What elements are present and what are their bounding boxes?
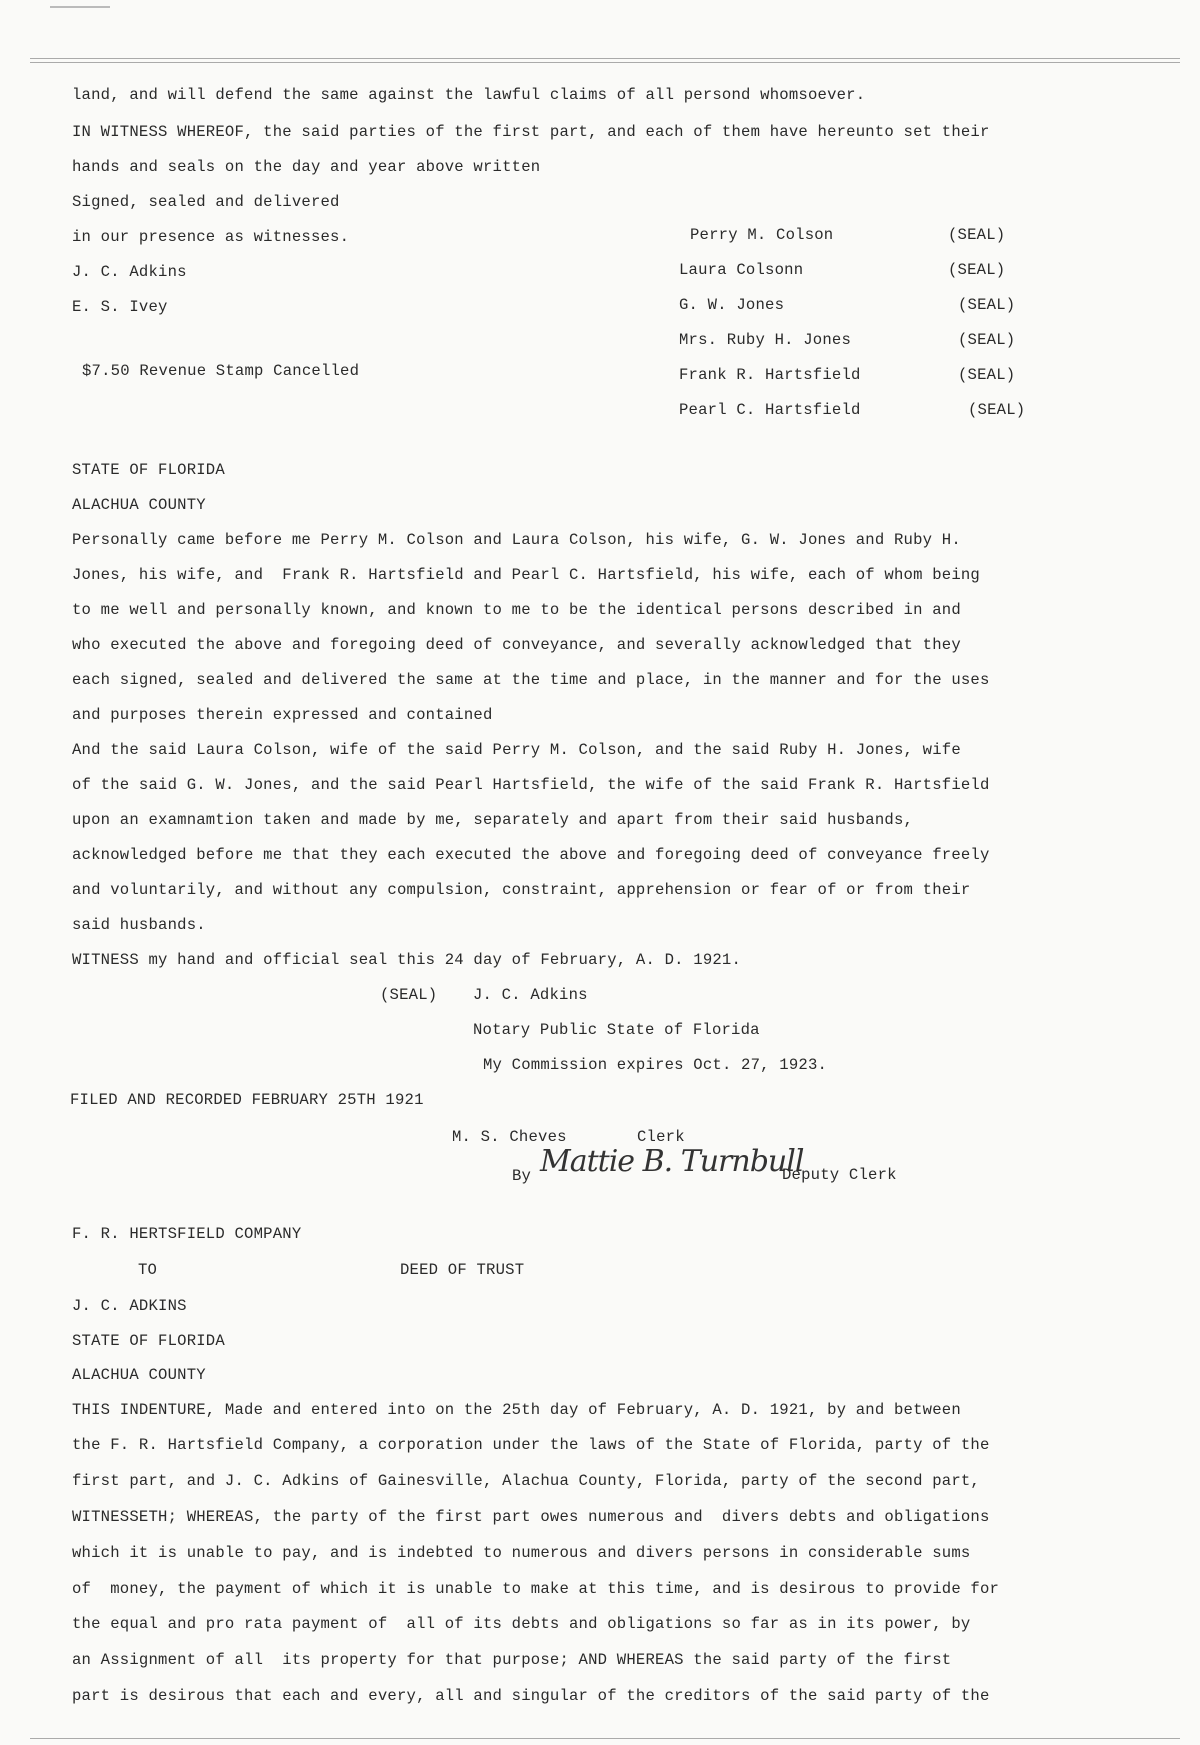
seal-label: (SEAL): [948, 261, 1006, 279]
notary-title: Notary Public State of Florida: [473, 1021, 760, 1039]
deed-line: the F. R. Hartsfield Company, a corporation under the laws of the State of Florida, party of the: [72, 1436, 990, 1454]
filed-recorded: FILED AND RECORDED FEBRUARY 25TH 1921: [70, 1091, 424, 1109]
ack-line: and purposes therein expressed and contained: [72, 706, 493, 724]
signatory-name: Pearl C. Hartsfield: [679, 401, 861, 419]
ack-state: STATE OF FLORIDA: [72, 461, 225, 479]
seal-label: (SEAL): [968, 401, 1026, 419]
ack-line: each signed, sealed and delivered the same at the time and place, in the manner and for the uses: [72, 671, 990, 689]
deed-grantor: F. R. HERTSFIELD COMPANY: [72, 1225, 302, 1243]
deed-line: which it is unable to pay, and is indebted to numerous and divers persons in considerable sums: [72, 1544, 971, 1562]
revenue-stamp-note: $7.50 Revenue Stamp Cancelled: [82, 362, 360, 380]
deed-to: TO: [138, 1261, 158, 1279]
signatory-name: Laura Colsonn: [679, 261, 804, 279]
ack-line: WITNESS my hand and official seal this 24 day of February, A. D. 1921.: [72, 951, 742, 969]
deed-line: WITNESSETH; WHEREAS, the party of the first part owes numerous and divers debts and obligations: [72, 1508, 990, 1526]
clerk-label: Clerk: [637, 1128, 685, 1146]
deed-line: an Assignment of all its property for that purpose; AND WHEREAS the said party of the first: [72, 1651, 952, 1669]
signatory-name: Perry M. Colson: [690, 226, 834, 244]
ack-line: to me well and personally known, and known to me to be the identical persons described in and: [72, 601, 961, 619]
witness-name: J. C. Adkins: [72, 263, 187, 281]
deputy-clerk-label: Deputy Clerk: [782, 1166, 897, 1184]
deputy-signature: Mattie B. Turnbull: [540, 1144, 804, 1179]
deed-line: part is desirous that each and every, all and singular of the creditors of the said party of the: [72, 1687, 990, 1705]
seal-label: (SEAL): [958, 296, 1016, 314]
deed-line: first part, and J. C. Adkins of Gainesville, Alachua County, Florida, party of the second part,: [72, 1472, 980, 1490]
ack-line: said husbands.: [72, 916, 206, 934]
ack-line: acknowledged before me that they each executed the above and foregoing deed of conveyance freely: [72, 846, 990, 864]
ack-line: And the said Laura Colson, wife of the said Perry M. Colson, and the said Ruby H. Jones, wife: [72, 741, 961, 759]
header-line-3: hands and seals on the day and year above written: [72, 158, 541, 176]
top-rule: [30, 58, 1180, 59]
signatory-name: Mrs. Ruby H. Jones: [679, 331, 852, 349]
seal-label: (SEAL): [958, 331, 1016, 349]
presence-label: in our presence as witnesses.: [72, 228, 350, 246]
ack-line: who executed the above and foregoing deed of conveyance, and severally acknowledged that they: [72, 636, 961, 654]
ack-line: Jones, his wife, and Frank R. Hartsfield and Pearl C. Hartsfield, his wife, each of whom being: [72, 566, 980, 584]
notary-seal-label: (SEAL): [380, 986, 438, 1004]
page-corner-mark: [50, 0, 110, 8]
header-line-1: land, and will defend the same against the lawful claims of all persond whomsoever.: [72, 86, 866, 104]
signed-label: Signed, sealed and delivered: [72, 193, 340, 211]
ack-line: of the said G. W. Jones, and the said Pearl Hartsfield, the wife of the said Frank R. Hartsfield: [72, 776, 990, 794]
notary-name: J. C. Adkins: [473, 986, 588, 1004]
deed-line: of money, the payment of which it is unable to make at this time, and is desirous to provide for: [72, 1580, 1000, 1598]
deed-county: ALACHUA COUNTY: [72, 1366, 206, 1384]
signatory-name: Frank R. Hartsfield: [679, 366, 861, 384]
notary-commission: My Commission expires Oct. 27, 1923.: [483, 1056, 828, 1074]
seal-label: (SEAL): [958, 366, 1016, 384]
deed-line: the equal and pro rata payment of all of its debts and obligations so far as in its power, by: [72, 1615, 971, 1633]
clerk-name: M. S. Cheves: [452, 1128, 567, 1146]
signatory-name: G. W. Jones: [679, 296, 785, 314]
ack-line: upon an examnamtion taken and made by me, separately and apart from their said husbands,: [72, 811, 914, 829]
witness-name: E. S. Ivey: [72, 298, 168, 316]
deed-title: DEED OF TRUST: [400, 1261, 525, 1279]
top-rule-2: [30, 62, 1180, 63]
deed-grantee: J. C. ADKINS: [72, 1297, 187, 1315]
deed-state: STATE OF FLORIDA: [72, 1332, 225, 1350]
bottom-rule: [30, 1738, 1180, 1739]
deed-line: THIS INDENTURE, Made and entered into on the 25th day of February, A. D. 1921, by and between: [72, 1401, 961, 1419]
seal-label: (SEAL): [948, 226, 1006, 244]
ack-line: Personally came before me Perry M. Colson and Laura Colson, his wife, G. W. Jones and Ruby H.: [72, 531, 961, 549]
header-line-2: IN WITNESS WHEREOF, the said parties of the first part, and each of them have hereunto set their: [72, 123, 990, 141]
by-label: By: [512, 1167, 532, 1185]
ack-county: ALACHUA COUNTY: [72, 496, 206, 514]
ack-line: and voluntarily, and without any compulsion, constraint, apprehension or fear of or from their: [72, 881, 971, 899]
